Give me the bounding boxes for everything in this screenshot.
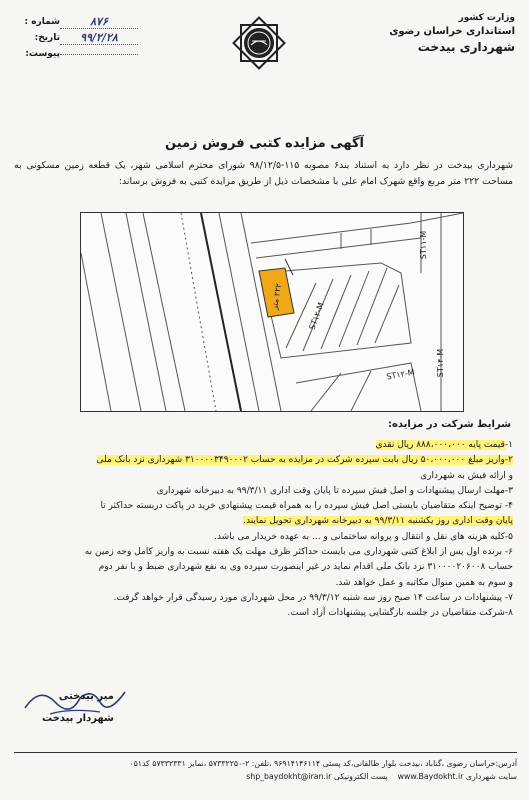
condition-4-cont	[14, 514, 513, 529]
condition-4-deadline: پایان وقت اداری روز یکشنبه ۹۹/۳/۱۱ به دبیرخانه شهرداری تحویل نمایند.	[243, 516, 513, 527]
letter-date: ۹۹/۲/۲۸	[60, 31, 138, 45]
conditions-list	[14, 438, 513, 622]
intro-paragraph: شهرداری بیدخت در نظر دارد به استناد بند۶ مصوبه ۱۱۵-۹۸/۱۲/۵ شورای محترم اسلامی شهر، یک قطعه زمین مسکونی به مساحت ۲۲۲ متر مربع واقع شهرک امام علی با مشخصات ذیل از طریق مزایده کتبی به فروش برساند:	[14, 160, 514, 187]
governorate-name: استانداری خراسان رضوی	[389, 26, 515, 37]
condition-1-text: قیمت پایه ۸۸۸،۰۰۰،۰۰۰ ریال نقدی	[375, 440, 505, 450]
condition-3: ۳-مهلت ارسال پیشنهادات و اصل فیش سپرده تا پایان وقت اداری ۹۹/۳/۱۱ به دبیرخانه شهرداری	[156, 485, 513, 496]
condition-4: ۴- توضیح اینکه متقاضیان بایستی اصل فیش سپرده را به همراه قیمت پیشنهادی خرید در پاکت دربسته حداکثر تا	[100, 501, 513, 512]
attachment-value	[60, 54, 138, 55]
signatory-role: شهردار بیدخت	[42, 713, 114, 724]
condition-7: ۷- پیشنهادات در ساعت ۱۴ صبح روز سه شنبه ۹۹/۳/۱۲ در محل شهرداری مورد رسیدگی قرار خواهد گرفت.	[113, 592, 513, 603]
street-label-2: ST۱۲-M	[385, 367, 416, 382]
site-map	[80, 212, 464, 412]
municipality-emblem-icon	[228, 12, 290, 74]
condition-2-cont: و ارائه فیش به شهرداری	[420, 470, 513, 481]
condition-2	[14, 453, 513, 468]
street-label-4: ST۱۴-M	[436, 348, 445, 378]
attachment-row	[18, 46, 138, 62]
condition-6: ۶- برنده اول پس از ابلاغ کتبی شهرداری می بایست حداکثر ظرف مهلت یک هفته نسبت به واریز کامل وجه زمین به	[84, 547, 513, 558]
signatory-name: میر بیدختی	[58, 691, 114, 702]
footer-web[interactable]: سایت شهرداری www.Baydokht.ir	[397, 772, 517, 781]
letter-number: ۸۷۶	[60, 15, 138, 29]
conditions-heading: شرایط شرکت در مزایده:	[387, 419, 511, 430]
condition-2-text: ۲-واریز مبلغ ۵۰،۰۰۰،۰۰۰ ریال بابت سپرده شرکت در مزایده به حساب ۳۱۰۰۰۰۳۴۹۰۰۰۲ شهرداری نزد بانک ملی	[96, 455, 513, 466]
site-map-drawing	[81, 213, 463, 411]
street-label-1: ST۱۲-M	[307, 301, 326, 332]
street-label-3: ST۱۱-M	[419, 230, 428, 260]
parcel-label: ۲۲۲ متر	[269, 282, 284, 311]
signature-block	[42, 686, 114, 730]
condition-8: ۸-شرکت متقاضیان در جلسه بازگشایی پیشنهادات آزاد است.	[287, 608, 513, 619]
condition-1	[14, 438, 513, 453]
condition-6-cont: حساب ۳۱۰۰۰۰۲۰۶۰۰۸ نزد بانک ملی اقدام نماید در غیر اینصورت سپرده وی به نفع شهرداری ضبط و با نفر دوم	[98, 562, 513, 573]
number-row	[18, 14, 138, 30]
condition-6-end: و سوم به همین منوال مکاتبه و عمل خواهد شد.	[335, 577, 513, 588]
footer-contact	[14, 770, 517, 783]
footer	[14, 752, 517, 783]
municipality-name: شهرداری بیدخت	[417, 40, 515, 54]
notice-title: آگهی مزایده کتبی فروش زمین	[165, 136, 364, 151]
date-row	[18, 30, 138, 46]
date-label: تاریخ:	[34, 33, 60, 43]
ministry-name: وزارت کشور	[458, 13, 515, 23]
footer-address: آدرس:خراسان رضوی ،گناباد ،بیدخت بلوار طالقانی،کد پستی ۹۶۹۱۴۱۴۶۱۱۴ ،تلفن: ۲-۵۷۳۳۲۲۵۰ ،نمابر ۵۷۳۳۲۳۳۱ کد۰۵۱	[129, 759, 517, 768]
letter-meta	[18, 14, 138, 62]
condition-1-number: ۱-	[504, 440, 513, 450]
attachment-label: پیوست:	[25, 49, 60, 59]
footer-email[interactable]: پست الکترونیکی shp_baydokht@iran.ir	[246, 772, 388, 781]
number-label: شماره :	[24, 17, 60, 27]
letterhead	[365, 12, 515, 56]
condition-5: ۵-کلیه هزینه های نقل و انتقال و پروانه ساختمانی و ... به عهده خریدار می باشد.	[214, 531, 513, 542]
